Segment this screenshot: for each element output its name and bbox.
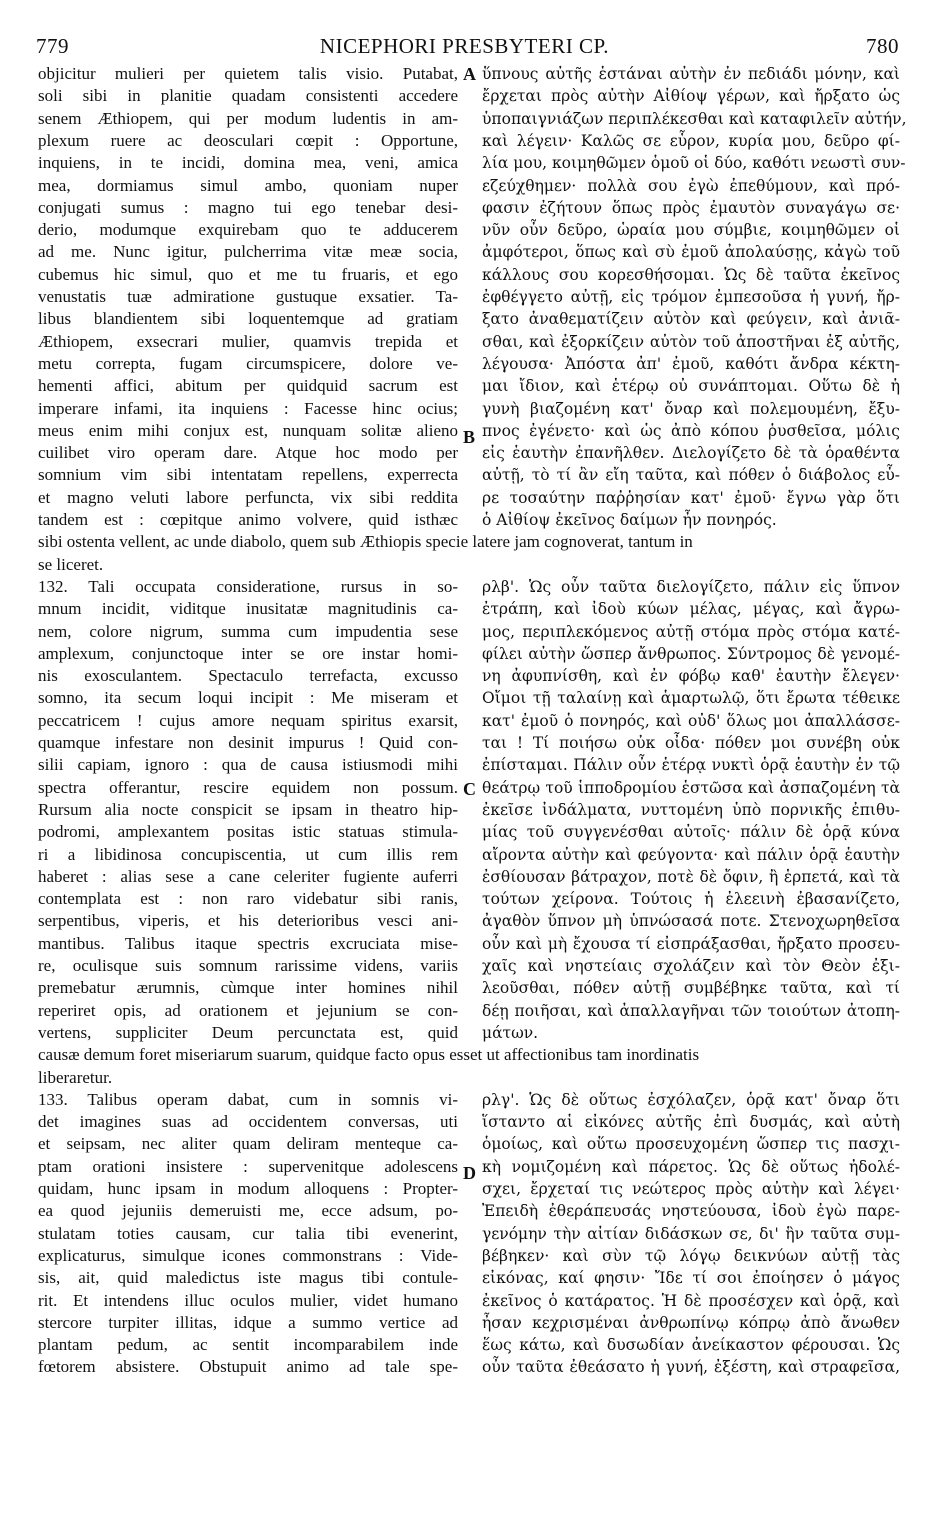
latin-line: stulatam toties causam, cur talia tibi evenerint,	[38, 1223, 458, 1243]
greek-line: ὁμοίως, καὶ οὕτω προσευχομένη ὥσπερ τις πασχι-	[482, 1135, 900, 1154]
latin-line: spectra offerantur, rescire equidem non possum.	[38, 777, 458, 797]
greek-line: πνος ἐγένετο· καὶ ὡς ἀπὸ κόπου ῥυσθεῖσα, μόλις	[482, 421, 900, 440]
latin-line: meus enim mihi conjux est, nunquam solitæ alieno	[38, 420, 458, 440]
page-number-left: 779	[36, 34, 69, 58]
greek-line: ξατο ἀναθεματίζειν αὐτὸν καὶ φεύγειν, καὶ ἀνιᾶ-	[482, 310, 900, 329]
full-width-line: sibi ostenta vellent, ac unde diabolo, quem sub Æthiopis specie latere jam cognoverat, tantum in	[38, 532, 693, 552]
greek-line: γυνὴ βιαζομένη κατ' ὄναρ καὶ πολεμουμένη, ἔξυ-	[482, 399, 900, 418]
greek-line: οὖν καὶ μὴ ἔχουσα τί εἰσπράξασθαι, ἤρξατο προσευ-	[482, 934, 900, 953]
latin-line: fœtorem absistere. Obstupuit animo ad tale spe-	[38, 1357, 458, 1377]
latin-line: quamque infestare non desinit impurus ! Quid con-	[38, 733, 458, 752]
greek-line: λεοῦσθαι, πόθεν αὐτῇ συμβέβηκε ταῦτα, καὶ τί	[482, 979, 900, 998]
greek-line: θεάτρῳ τοῦ ἱπποδρομίου ἑστῶσα καὶ ἀσπαζομένη τὰ	[482, 778, 900, 797]
greek-line: εζεύχθημεν· πολλὰ σου ἐγὼ ἐπεθύμουν, καὶ πρό-	[482, 176, 900, 195]
latin-line: liberaretur.	[38, 1067, 113, 1087]
latin-line: silii capiam, ignoro : qua de causa istiusmodi mihi	[38, 755, 458, 775]
latin-line: quidam, hunc ipsam in modum alloquens : Propter-	[38, 1179, 458, 1198]
greek-line: μίας τοῦ συγγενέσθαι αὐτοῖς· πάλιν δὲ ὁρᾷ κύνα	[482, 823, 900, 842]
margin-letter-d: D	[463, 1163, 476, 1183]
latin-line: ri a libidinosa concupiscentia, ut cum illis rem	[38, 844, 458, 864]
greek-line: ἐσθίουσαν βάτραχον, ποτὲ δὲ ὄφιν, ἢ ἑρπετά, καὶ τὰ	[482, 867, 900, 886]
latin-line: cuilibet viro operam dare. Atque hoc modo per	[38, 443, 458, 463]
greek-line: ἐτράπη, καὶ ἰδοὺ κύων μέλας, μέγας, καὶ ἄγρω-	[482, 600, 900, 619]
greek-line: ἀγαθὸν ὕπνον μὴ ὑπνώσασά ποτε. Στενοχωρηθεῖσα	[482, 912, 900, 931]
latin-line: contemplata est : non raro videbatur sibi ranis,	[38, 889, 458, 909]
greek-line: νη ἀφυπνίσθη, καὶ ἐν φόβῳ καθ' ἑαυτὴν ἔλεγεν·	[482, 667, 900, 686]
latin-line: plantam pedum, ac sentit incomparabilem inde	[38, 1335, 458, 1355]
margin-letter-c: C	[463, 779, 476, 799]
latin-line: objicitur mulieri per quietem talis visio. Putabat,	[38, 64, 458, 83]
latin-line: reperiret opis, ad orationem et jejunium se con-	[38, 1000, 458, 1020]
greek-line: ται ! Τί ποιήσω οὐκ οἶδα· πόθεν μοι συνέβη οὐκ	[482, 734, 900, 752]
greek-line: βέβηκεν· καὶ σὺν τῷ λόγῳ δεικνύων αὐτῇ τὰς	[482, 1246, 900, 1265]
greek-line: σθαι, καὶ ἐξορκίζειν αὐτὸν τοῦ ἀποστῆναι ἐξ αὐτῆς,	[482, 332, 900, 351]
greek-line: χαῖς καὶ νηστείαις σχολάζειν καὶ τὸν Θεὸν ἐξι-	[482, 957, 900, 975]
greek-line: αὐτῇ, τὸ τί ἂν εἴη ταῦτα, καὶ πόθεν ὁ διάβολος εὗ-	[482, 466, 900, 485]
latin-line: tandem est : cœpitque animo volvere, quid isthæc	[38, 510, 458, 529]
latin-line: conjugati sumus : magno tui ego tenebar desi-	[38, 197, 458, 217]
latin-line: sis, ait, quid maledictus iste magus tibi contule-	[38, 1268, 458, 1288]
greek-line: ἔρχεται πρὸς αὐτὴν Αἰθίοψ γέρων, καὶ ἤρξατο ὡς	[482, 87, 900, 106]
margin-letter-a: A	[463, 64, 476, 84]
greek-line: δέῃ ποιῆσαι, καὶ ἀπαλλαγῆναι τῶν τοιούτων ἀτοπη-	[482, 1001, 900, 1020]
page-number-right: 780	[866, 34, 899, 58]
latin-line: metu correpta, fugam circumspicere, dolore ve-	[38, 353, 458, 373]
latin-line: se liceret.	[38, 554, 104, 574]
latin-line: re, oculisque suis somnum rarissime videns, variis	[38, 956, 458, 975]
latin-line: soli sibi in planitie quadam consistenti accedere	[38, 86, 458, 106]
greek-line: σχει, ἔρχεταί τις νεώτερος πρὸς αὐτὴν καὶ λέγει·	[482, 1180, 900, 1198]
greek-line: φίλει αὐτὴν ὥσπερ ἄνθρωπος. Σύντρομος δὲ γενομέ-	[482, 644, 900, 663]
greek-line: ρλγ'. Ὡς δὲ οὕτως ἐσχόλαζεν, ὁρᾷ κατ' ὄναρ ὅτι	[482, 1090, 900, 1109]
greek-line: ρλβ'. Ὡς οὖν ταῦτα διελογίζετο, πάλιν εἰς ὕπνον	[482, 577, 900, 596]
greek-line: οὖν ταῦτα ἐθεάσατο ἡ γυνή, ἐξέστη, καὶ στραφεῖσα,	[482, 1358, 900, 1377]
greek-line: τούτων χείρονα. Τούτοις ἡ ἐλεεινὴ ἐβασανίζετο,	[482, 890, 900, 909]
greek-line: Ἐπειδὴ ἐθεράπευσάς νηστεύουσα, ἰδοὺ ἐγὼ παρε-	[482, 1202, 900, 1221]
latin-line: mnum incidit, viditque inusitatæ magnitudinis ca-	[38, 599, 458, 619]
latin-line: somno, ita secum loqui incipit : Me miseram et	[38, 688, 458, 708]
latin-line: ea quod jejuniis demeruisti me, ecce adsum, po-	[38, 1201, 458, 1221]
latin-line: Rursum alia nocte conspicit se ipsam in theatro hip-	[38, 799, 458, 819]
greek-line: κάλλους σου κορεσθήσομαι. Ὡς δὲ ταῦτα ἐκεῖνος	[482, 265, 900, 284]
latin-line: venustatis tuæ admiratione gustuque exsatier. Ta-	[38, 287, 458, 306]
running-head: NICEPHORI PRESBYTERI CP.	[319, 34, 610, 58]
latin-line: peccatricem ! cujus amore nequam spiritus exarsit,	[38, 710, 458, 730]
greek-line: ἦσαν κεχρισμέναι ἀνθρωπίνῳ κόπρῳ ἀπὸ ἄνωθεν	[482, 1313, 900, 1332]
latin-line: cubemus hic simul, quo et me tu fruaris, et ego	[38, 264, 458, 284]
latin-line: mea, dormiamus simul ambo, quoniam nuper	[38, 175, 458, 195]
greek-line: ἵσταντο αἱ εἰκόνες αὐτῆς ἐπὶ δυσμάς, καὶ αὐτὴ	[482, 1113, 900, 1132]
greek-line: εἰς ἑαυτὴν ἐπανῆλθεν. Διελογίζετο δὲ τὰ ὁραθέντα	[482, 444, 900, 463]
latin-line: nem, colore nigrum, summa cum impudentia sese	[38, 621, 458, 641]
latin-line: ptam orationi insistere : supervenitque adolescens	[38, 1156, 458, 1176]
latin-line: senem Æthiopem, qui per modum ludentis in am-	[38, 108, 458, 128]
latin-line: vertens, suppliciter Deum percunctata est, quid	[38, 1022, 458, 1042]
greek-line: ὕπνους αὐτῆς ἑστάναι αὐτὴν ἐν πεδιάδι μόνην, καὶ	[482, 65, 900, 83]
latin-line: amplexum, conjunctoque inter se ore instar homi-	[38, 643, 458, 663]
latin-line: stercore turpiter illitas, idque a summo vertice ad	[38, 1312, 458, 1332]
latin-line: ad me. Nunc igitur, pulcherrima vitæ meæ socia,	[38, 242, 458, 262]
latin-line: et magno veluti labore perfuncta, vix sibi reddita	[38, 487, 458, 507]
latin-line: et seipsam, nec aliter quam deliram menteque ca-	[38, 1134, 458, 1154]
greek-line: ἐκεῖσε ἰνδάλματα, νυττομένη ὑπὸ πορνικῆς ἐπιθυ-	[482, 800, 900, 819]
greek-line: ἕως κάτω, καὶ δυσωδίαν ἀνείκαστον φέρουσαι. Ὡς	[482, 1336, 900, 1355]
greek-line: κὴ νομιζομένη καὶ πάρετος. Ὡς δὲ οὕτως ἠδολέ-	[482, 1157, 900, 1176]
greek-line: ὁ Αἰθίοψ ἐκεῖνος δαίμων ἦν πονηρός.	[482, 511, 777, 529]
greek-line: καὶ λέγειν· Καλῶς σε εὗρον, κυρία μου, δεῦρο φί-	[482, 131, 900, 150]
latin-line: inquiens, in te incidi, domina mea, veni, amica	[38, 153, 458, 173]
greek-line: ἐφθέγγετο αὐτῇ, εἰς τρόμον ἐμπεσοῦσα ἡ γυνή, ἤρ-	[482, 288, 900, 306]
latin-line: 132. Tali occupata consideratione, rursus in so-	[38, 576, 458, 596]
greek-line: κατ' ἐμοῦ ὁ πονηρός, καὶ οὐδ' ὅλως μοι ἀπαλλάσσε-	[482, 711, 900, 730]
greek-line: εἰκόνας, καί φησιν· Ἴδε τί σοι ἐποίησεν ὁ μάγος	[482, 1269, 900, 1288]
greek-line: ἀμφότεροι, ὅπως καὶ σὺ ἐμοῦ ἀπολαύσῃς, κἀγὼ τοῦ	[482, 243, 900, 262]
latin-line: imperare infami, ita inquiens : Facesse hinc ocius;	[38, 398, 458, 418]
greek-line: μαι ἴδιον, καὶ ἑτέρῳ οὐ συνάπτομαι. Οὕτω δὲ ἡ	[482, 377, 900, 396]
latin-line: serpentibus, viperis, et his deterioribus vesci ani-	[38, 911, 458, 931]
latin-line: derio, modumque exquirebam quo te adducerem	[38, 220, 458, 240]
latin-line: rit. Et intendens illuc oculos mulier, videt humano	[38, 1290, 458, 1310]
greek-line: ρε τοσαύτην παῤῥησίαν κατ' ἐμοῦ· ἔγνω γὰρ ὅτι	[482, 488, 900, 507]
latin-line: explicaturus, simulque icones commonstrans : Vide-	[38, 1245, 458, 1265]
greek-line: ὑποπαιγνιάζων περιπλέκεσθαι καὶ καταφιλεῖν αὐτήν,	[482, 109, 907, 128]
greek-line: λία μου, κοιμηθῶμεν ὁμοῦ οἱ δύο, καθότι νεωστὶ συν-	[482, 154, 906, 173]
latin-line: plexum ruere ac deosculari cœpit : Opportune,	[38, 130, 458, 150]
greek-line: ἐπίσταμαι. Πάλιν οὖν ἑτέρᾳ νυκτὶ ὁρᾷ ἑαυτὴν ἐν τῷ	[482, 756, 900, 775]
greek-line: ἐκεῖνος ὁ κατάρατος. Ἡ δὲ προσέσχεν καὶ ὁρᾷ, καὶ	[482, 1291, 900, 1310]
latin-line: podromi, amplexantem positas istic statuas stimula-	[38, 822, 458, 842]
latin-line: nis exosculantem. Spectaculo terrefacta, excusso	[38, 666, 458, 686]
greek-line: λέγουσα· Ἀπόστα ἀπ' ἐμοῦ, καθότι ἄνδρα κέκτη-	[482, 354, 900, 373]
latin-line: premebatur ærumnis, cùmque inter homines nihil	[38, 978, 458, 998]
latin-line: Æthiopem, exsecrari mulier, quamvis trepida et	[38, 331, 458, 351]
margin-letter-b: B	[463, 427, 476, 447]
latin-line: haberet : alias sese a cane celeriter fugiente auferri	[38, 866, 458, 886]
greek-line: Οἴμοι τῇ ταλαίνῃ καὶ ἁμαρτωλῷ, ὅτι ἔρωτα τέθεικε	[482, 689, 900, 708]
latin-line: libus blandientem sibi loquentemque ad gratiam	[38, 309, 458, 329]
latin-line: det imagines suas ad occidentem conversas, uti	[38, 1112, 458, 1132]
latin-line: 133. Talibus operam dabat, cum in somnis vi-	[38, 1089, 458, 1109]
greek-line: μάτων.	[482, 1023, 539, 1042]
full-width-line: causæ demum foret miseriarum suarum, quidque facto opus esset ut affectionibus tam inordinatis	[38, 1045, 700, 1065]
latin-line: hementi affici, abitum per quidquid sacrum est	[38, 376, 458, 396]
greek-line: μος, περιπλεκόμενος αὐτῇ στόμα πρὸς στόμα κατέ-	[482, 622, 900, 641]
greek-line: αἴροντα αὐτὴν καὶ φεύγοντα· καὶ πάλιν ὁρᾷ ἑαυτὴν	[482, 845, 900, 864]
latin-line: somnium vim sibi intentatam repellens, experrecta	[38, 465, 458, 485]
greek-line: φασιν ἐζήτουν ὅπως πρὸς ἐμαυτὸν συναγάγω σε·	[482, 198, 900, 217]
greek-line: νῦν οὖν δεῦρο, ὡραία μου σύμβιε, κοιμηθῶμεν οἱ	[482, 221, 900, 240]
latin-line: mantibus. Talibus itaque spectris excruciata mise-	[38, 933, 458, 953]
greek-line: γενόμην τὴν αἰτίαν διδάσκων σε, δι' ἣν ταῦτα συμ-	[482, 1224, 900, 1243]
